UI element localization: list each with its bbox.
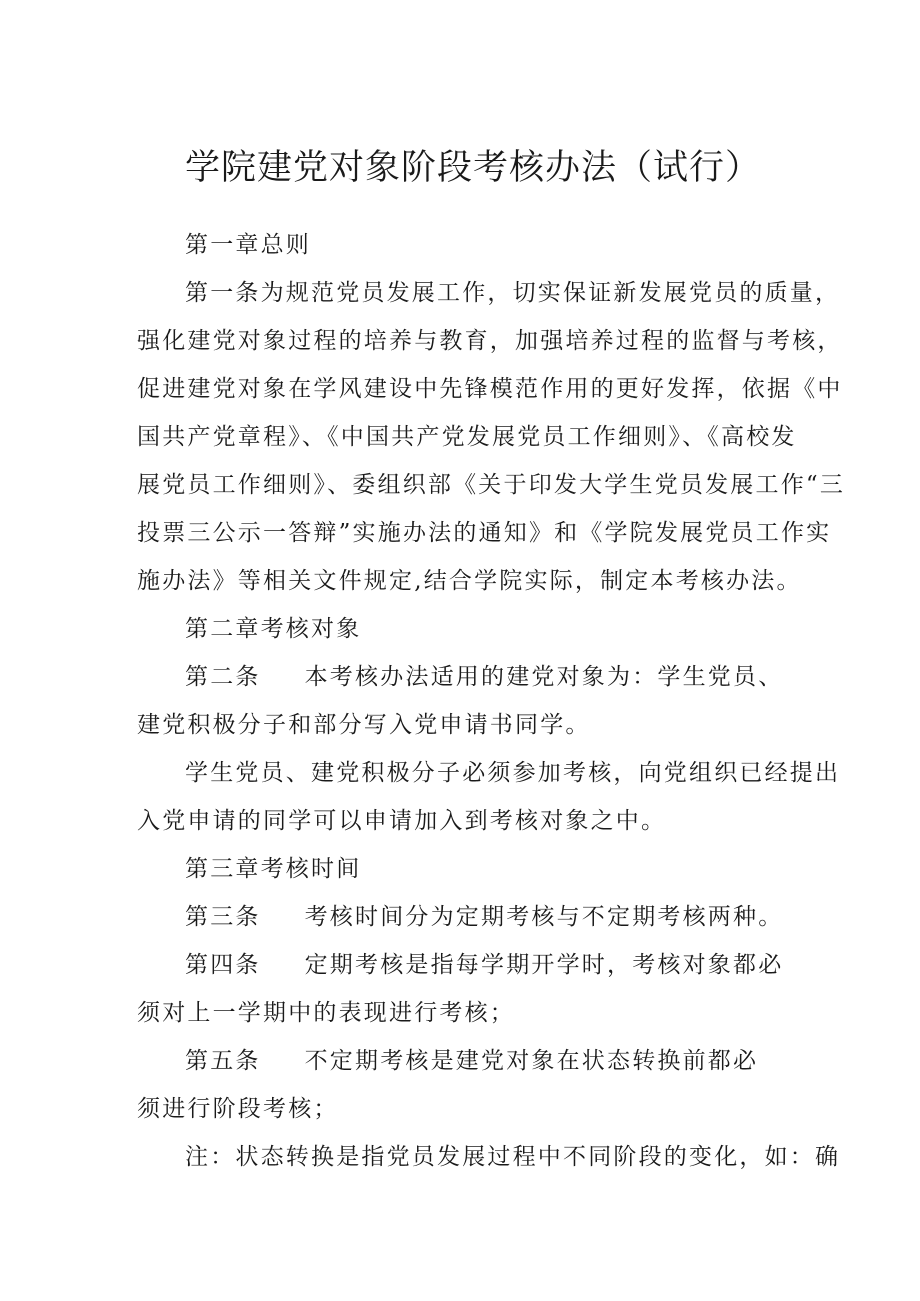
article-1-line-4: 国共产党章程》、《中国共产党发展党员工作细则》、《高校发 — [137, 424, 797, 450]
members-paragraph-line-2: 入党申请的同学可以申请加入到考核对象之中。 — [137, 808, 667, 834]
members-paragraph-line-1: 学生党员、建党积极分子必须参加考核，向党组织已经提出 — [185, 760, 841, 786]
chapter-1-heading: 第一章总则 — [185, 232, 311, 258]
article-1-line-6: 投票三公示一答辩”实施办法的通知》和《学院发展党员工作实 — [137, 520, 832, 546]
document-title: 学院建党对象阶段考核办法（试行） — [185, 148, 762, 188]
article-4-line-2: 须对上一学期中的表现进行考核； — [137, 1000, 515, 1026]
article-5-text: 不定期考核是建党对象在状态转换前都必 — [304, 1048, 759, 1074]
article-5-line-1 — [185, 1042, 758, 1075]
article-4-text: 定期考核是指每学期开学时，考核对象都必 — [304, 952, 784, 978]
note-line: 注：状态转换是指党员发展过程中不同阶段的变化，如：确 — [185, 1144, 841, 1170]
article-3-text: 考核时间分为定期考核与不定期考核两种。 — [304, 904, 784, 930]
chapter-2-heading: 第二章考核对象 — [185, 616, 362, 642]
article-1-line-3: 促进建党对象在学风建设中先锋模范作用的更好发挥，依据《中 — [137, 376, 843, 402]
article-1-line-1: 第一条为规范党员发展工作，切实保证新发展党员的质量， — [185, 280, 841, 306]
article-4-label: 第四条 — [185, 952, 261, 978]
article-2-label: 第二条 — [185, 664, 261, 690]
article-3-line — [185, 898, 783, 931]
article-3-label: 第三条 — [185, 904, 261, 930]
article-1-line-2: 强化建党对象过程的培养与教育，加强培养过程的监督与考核， — [137, 328, 843, 354]
article-5-label: 第五条 — [185, 1048, 261, 1074]
chapter-3-heading: 第三章考核时间 — [185, 856, 362, 882]
article-1-line-5: 展党员工作细则》、委组织部《关于印发大学生党员发展工作“三 — [137, 472, 846, 498]
article-2-text: 本考核办法适用的建党对象为：学生党员、 — [304, 664, 784, 690]
article-5-line-2: 须进行阶段考核； — [137, 1096, 339, 1122]
article-2-line-2: 建党积极分子和部分写入党申请书同学。 — [137, 712, 591, 738]
article-1-line-7: 施办法》等相关文件规定,结合学院实际，制定本考核办法。 — [137, 568, 802, 594]
article-4-line-1 — [185, 946, 783, 979]
article-2-line-1 — [185, 658, 783, 691]
